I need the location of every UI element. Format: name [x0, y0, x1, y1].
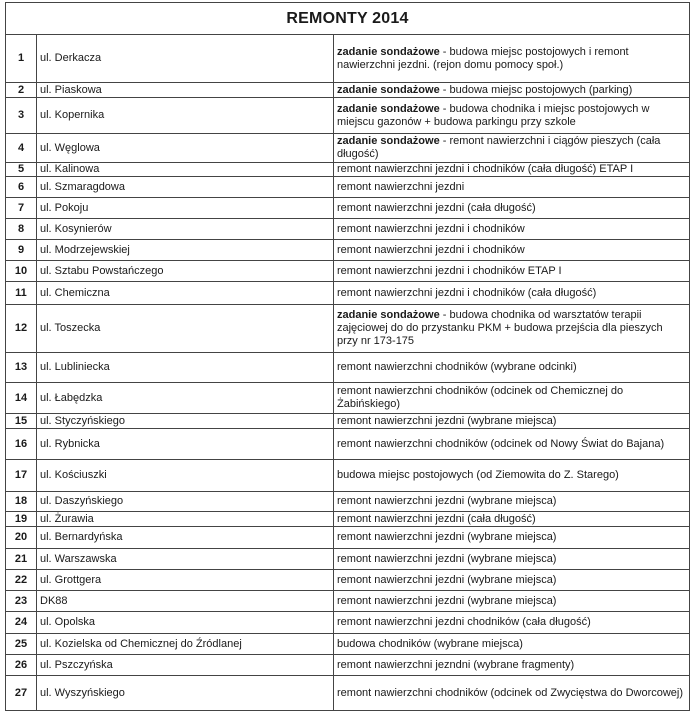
street-name: ul. Kozielska od Chemicznej do Źródlanej [37, 634, 334, 655]
row-number: 16 [6, 429, 37, 460]
table-row [6, 383, 690, 414]
description-text: budowa miejsc postojowych (od Ziemowita do Z. Starego) [337, 469, 619, 481]
table-row [6, 35, 690, 83]
street-name: ul. Piaskowa [37, 83, 334, 98]
work-description [334, 163, 690, 177]
work-description [334, 429, 690, 460]
description-text: remont nawierzchni jezdni i chodników (cała długość) [337, 286, 597, 299]
row-number: 17 [6, 460, 37, 492]
table-row [6, 527, 690, 549]
description-text: - budowa chodnika i miejsc postojowych w miejscu gazonów + budowa parkingu przy szkole [337, 102, 650, 128]
description-text: remont nawierzchni jezdni i chodników ETAP I [337, 264, 562, 277]
row-number: 24 [6, 612, 37, 634]
street-name: ul. Bernardyńska [37, 527, 334, 549]
description-text: remont nawierzchni jezdni (wybrane miejsca) [337, 552, 557, 565]
table-row [6, 163, 690, 177]
row-number: 7 [6, 198, 37, 219]
street-name: ul. Toszecka [37, 305, 334, 353]
street-name: ul. Pszczyńska [37, 655, 334, 676]
work-description [334, 282, 690, 305]
task-type-label: zadanie sondażowe [337, 135, 440, 147]
row-number: 2 [6, 83, 37, 98]
street-name: ul. Żurawia [37, 512, 334, 527]
row-number: 13 [6, 353, 37, 383]
task-type-label: zadanie sondażowe [337, 45, 440, 58]
description-text: remont nawierzchni chodników (odcinek od Zwycięstwa do Dworcowej) [337, 686, 684, 699]
work-description [334, 612, 690, 634]
row-number: 1 [6, 35, 37, 83]
row-number: 5 [6, 163, 37, 177]
street-name: DK88 [37, 591, 334, 612]
table-row [6, 134, 690, 163]
street-name: ul. Grottgera [37, 570, 334, 591]
street-name: ul. Szmaragdowa [37, 177, 334, 198]
street-name: ul. Opolska [37, 612, 334, 634]
street-name: ul. Chemiczna [37, 282, 334, 305]
work-description [334, 134, 690, 163]
description-text: remont nawierzchni jezdni (wybrane miejsca) [337, 594, 557, 607]
work-description [334, 570, 690, 591]
row-number: 19 [6, 512, 37, 527]
street-name: ul. Kopernika [37, 98, 334, 134]
description-text: - budowa miejsc postojowych i remont nawierzchni jezdni. (rejon domu pomocy społ.) [337, 45, 629, 71]
table-row [6, 492, 690, 512]
work-description [334, 527, 690, 549]
work-description [334, 83, 690, 98]
work-description [334, 492, 690, 512]
street-name: ul. Sztabu Powstańczego [37, 261, 334, 282]
street-name: ul. Lubliniecka [37, 353, 334, 383]
table-row [6, 429, 690, 460]
description-text: remont nawierzchni jezndni (wybrane fragmenty) [337, 658, 575, 671]
street-name: ul. Kalinowa [37, 163, 334, 177]
street-name: ul. Modrzejewskiej [37, 240, 334, 261]
street-name: ul. Kościuszki [37, 460, 334, 492]
row-number: 26 [6, 655, 37, 676]
row-number: 3 [6, 98, 37, 134]
work-description [334, 676, 690, 711]
table-row [6, 414, 690, 429]
row-number: 4 [6, 134, 37, 163]
table-row [6, 512, 690, 527]
description-text: budowa chodników (wybrane miejsca) [337, 637, 523, 650]
table-row [6, 305, 690, 353]
work-description [334, 198, 690, 219]
row-number: 11 [6, 282, 37, 305]
street-name: ul. Kosynierów [37, 219, 334, 240]
table-row [6, 240, 690, 261]
row-number: 23 [6, 591, 37, 612]
street-name: ul. Węglowa [37, 134, 334, 163]
document-title: REMONTY 2014 [6, 3, 690, 35]
description-text: remont nawierzchni jezdni i chodników (cała długość) ETAP I [337, 163, 634, 175]
street-name: ul. Derkacza [37, 35, 334, 83]
work-description [334, 591, 690, 612]
table-body [6, 35, 690, 711]
description-text: remont nawierzchni jezdni (wybrane miejsca) [337, 531, 557, 543]
work-description [334, 549, 690, 570]
description-text: remont nawierzchni jezdni [337, 180, 465, 193]
work-description [334, 655, 690, 676]
row-number: 8 [6, 219, 37, 240]
street-name: ul. Wyszyńskiego [37, 676, 334, 711]
description-text: remont nawierzchni jezdni (cała długość) [337, 201, 536, 214]
table-row [6, 460, 690, 492]
row-number: 20 [6, 527, 37, 549]
description-text: remont nawierzchni jezdni (wybrane miejsca) [337, 495, 557, 507]
work-description [334, 35, 690, 83]
work-description [334, 98, 690, 134]
description-text: remont nawierzchni jezdni (cała długość) [337, 512, 536, 525]
row-number: 12 [6, 305, 37, 353]
description-text: remont nawierzchni jezdni i chodników [337, 222, 525, 235]
description-text: remont nawierzchni chodników (odcinek od Nowy Świat do Bajana) [337, 437, 665, 450]
description-text: remont nawierzchni jezdni (wybrane miejsca) [337, 414, 557, 427]
task-type-label: zadanie sondażowe [337, 83, 440, 96]
row-number: 25 [6, 634, 37, 655]
task-type-label: zadanie sondażowe [337, 102, 440, 115]
work-description [334, 460, 690, 492]
row-number: 22 [6, 570, 37, 591]
work-description [334, 414, 690, 429]
table-row [6, 655, 690, 676]
street-name: ul. Daszyńskiego [37, 492, 334, 512]
row-number: 14 [6, 383, 37, 414]
work-description [334, 261, 690, 282]
description-text: - budowa miejsc postojowych (parking) [439, 83, 633, 96]
table-row [6, 177, 690, 198]
street-name: ul. Rybnicka [37, 429, 334, 460]
table-row [6, 98, 690, 134]
row-number: 18 [6, 492, 37, 512]
table-row [6, 261, 690, 282]
table-row [6, 634, 690, 655]
description-text: remont nawierzchni chodników (wybrane odcinki) [337, 361, 577, 373]
table-row [6, 591, 690, 612]
title-row [6, 3, 690, 35]
work-description [334, 353, 690, 383]
work-description [334, 512, 690, 527]
description-text: remont nawierzchni jezdni i chodników [337, 243, 525, 256]
table-row [6, 549, 690, 570]
street-name: ul. Warszawska [37, 549, 334, 570]
row-number: 6 [6, 177, 37, 198]
row-number: 15 [6, 414, 37, 429]
work-description [334, 634, 690, 655]
description-text: remont nawierzchni chodników (odcinek od Chemicznej do Żabińskiego) [337, 385, 624, 410]
table-row [6, 282, 690, 305]
description-text: remont nawierzchni jezdni (wybrane miejsca) [337, 573, 557, 586]
street-name: ul. Styczyńskiego [37, 414, 334, 429]
repairs-table [5, 2, 690, 711]
row-number: 9 [6, 240, 37, 261]
row-number: 10 [6, 261, 37, 282]
row-number: 21 [6, 549, 37, 570]
table-row [6, 570, 690, 591]
task-type-label: zadanie sondażowe [337, 309, 440, 321]
description-text: - budowa chodnika od warsztatów terapii zajęciowej do do przystanku PKM + budowa przejścia dla pieszych przy nr 173-175 [337, 309, 663, 347]
work-description [334, 383, 690, 414]
table-row [6, 83, 690, 98]
street-name: ul. Łabędzka [37, 383, 334, 414]
table-row [6, 676, 690, 711]
table-row [6, 219, 690, 240]
description-text: remont nawierzchni jezdni chodników (cała długość) [337, 616, 591, 628]
row-number: 27 [6, 676, 37, 711]
work-description [334, 305, 690, 353]
work-description [334, 219, 690, 240]
description-text: - remont nawierzchni i ciągów pieszych (cała długość) [337, 135, 661, 160]
work-description [334, 240, 690, 261]
table-row [6, 198, 690, 219]
table-row [6, 612, 690, 634]
table-row [6, 353, 690, 383]
work-description [334, 177, 690, 198]
street-name: ul. Pokoju [37, 198, 334, 219]
